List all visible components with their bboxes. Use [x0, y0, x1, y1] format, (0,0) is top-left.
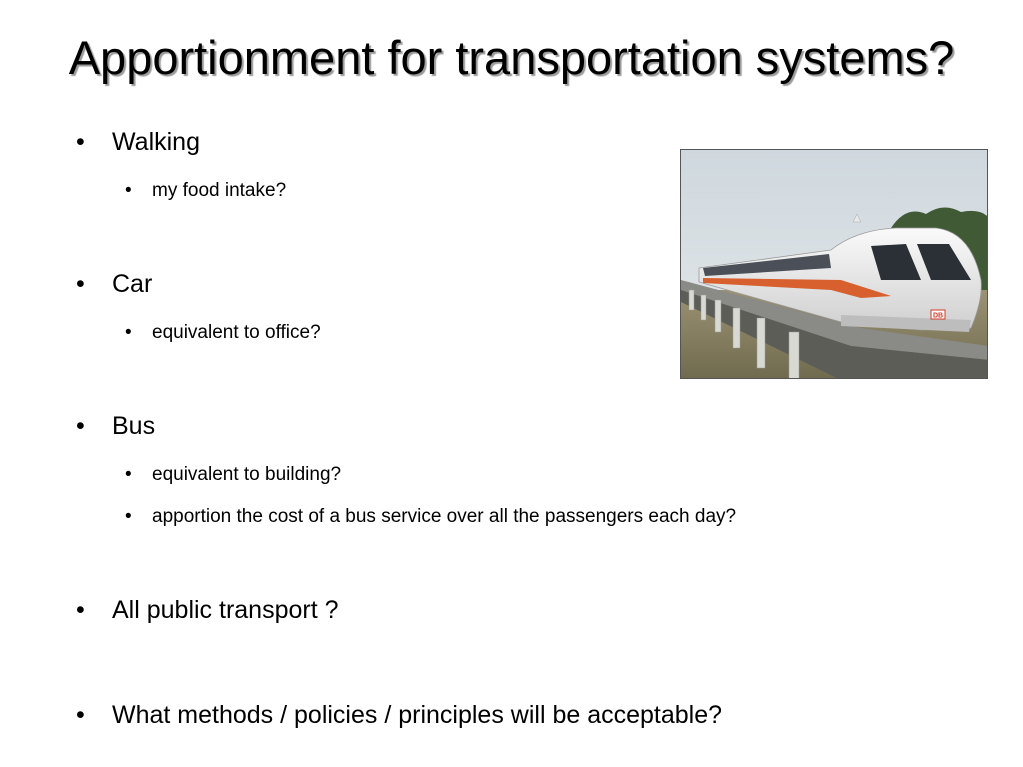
bullet-icon: • — [76, 412, 85, 440]
slide-title: Apportionment for transportation systems? — [68, 31, 955, 84]
bullet-text: What methods / policies / principles will be acceptable? — [112, 701, 723, 729]
bullet-icon: • — [125, 464, 132, 485]
bullet-icon: • — [76, 596, 85, 624]
sub-bullet-text: equivalent to building? — [152, 464, 342, 485]
bullet-item-car — [76, 269, 152, 299]
bullet-text: All public transport ? — [112, 596, 339, 624]
bullet-icon: • — [76, 128, 85, 156]
bullet-item-walking — [76, 127, 200, 157]
bullet-icon: • — [76, 270, 85, 298]
bullet-icon: • — [125, 506, 132, 527]
maglev-train-illustration — [681, 150, 988, 379]
bullet-item-methods — [76, 700, 722, 730]
bullet-text: Walking — [112, 128, 200, 156]
bullet-icon: • — [125, 322, 132, 343]
bullet-icon: • — [125, 180, 132, 201]
sub-bullet-text: apportion the cost of a bus service over all the passengers each day? — [152, 506, 737, 527]
bullet-text: Car — [112, 270, 153, 298]
bullet-text: Bus — [112, 412, 156, 440]
sub-bullet-text: equivalent to office? — [152, 322, 321, 343]
sub-bullet-item — [125, 321, 321, 345]
bullet-item-public-transport — [76, 595, 339, 625]
maglev-train-photo — [680, 149, 988, 379]
sub-bullet-text: my food intake? — [152, 180, 287, 201]
sub-bullet-item — [125, 463, 341, 487]
sub-bullet-item — [125, 179, 286, 203]
bullet-icon: • — [76, 701, 85, 729]
bullet-item-bus — [76, 411, 155, 441]
sub-bullet-item — [125, 505, 736, 529]
db-logo-text: DB — [932, 312, 944, 320]
